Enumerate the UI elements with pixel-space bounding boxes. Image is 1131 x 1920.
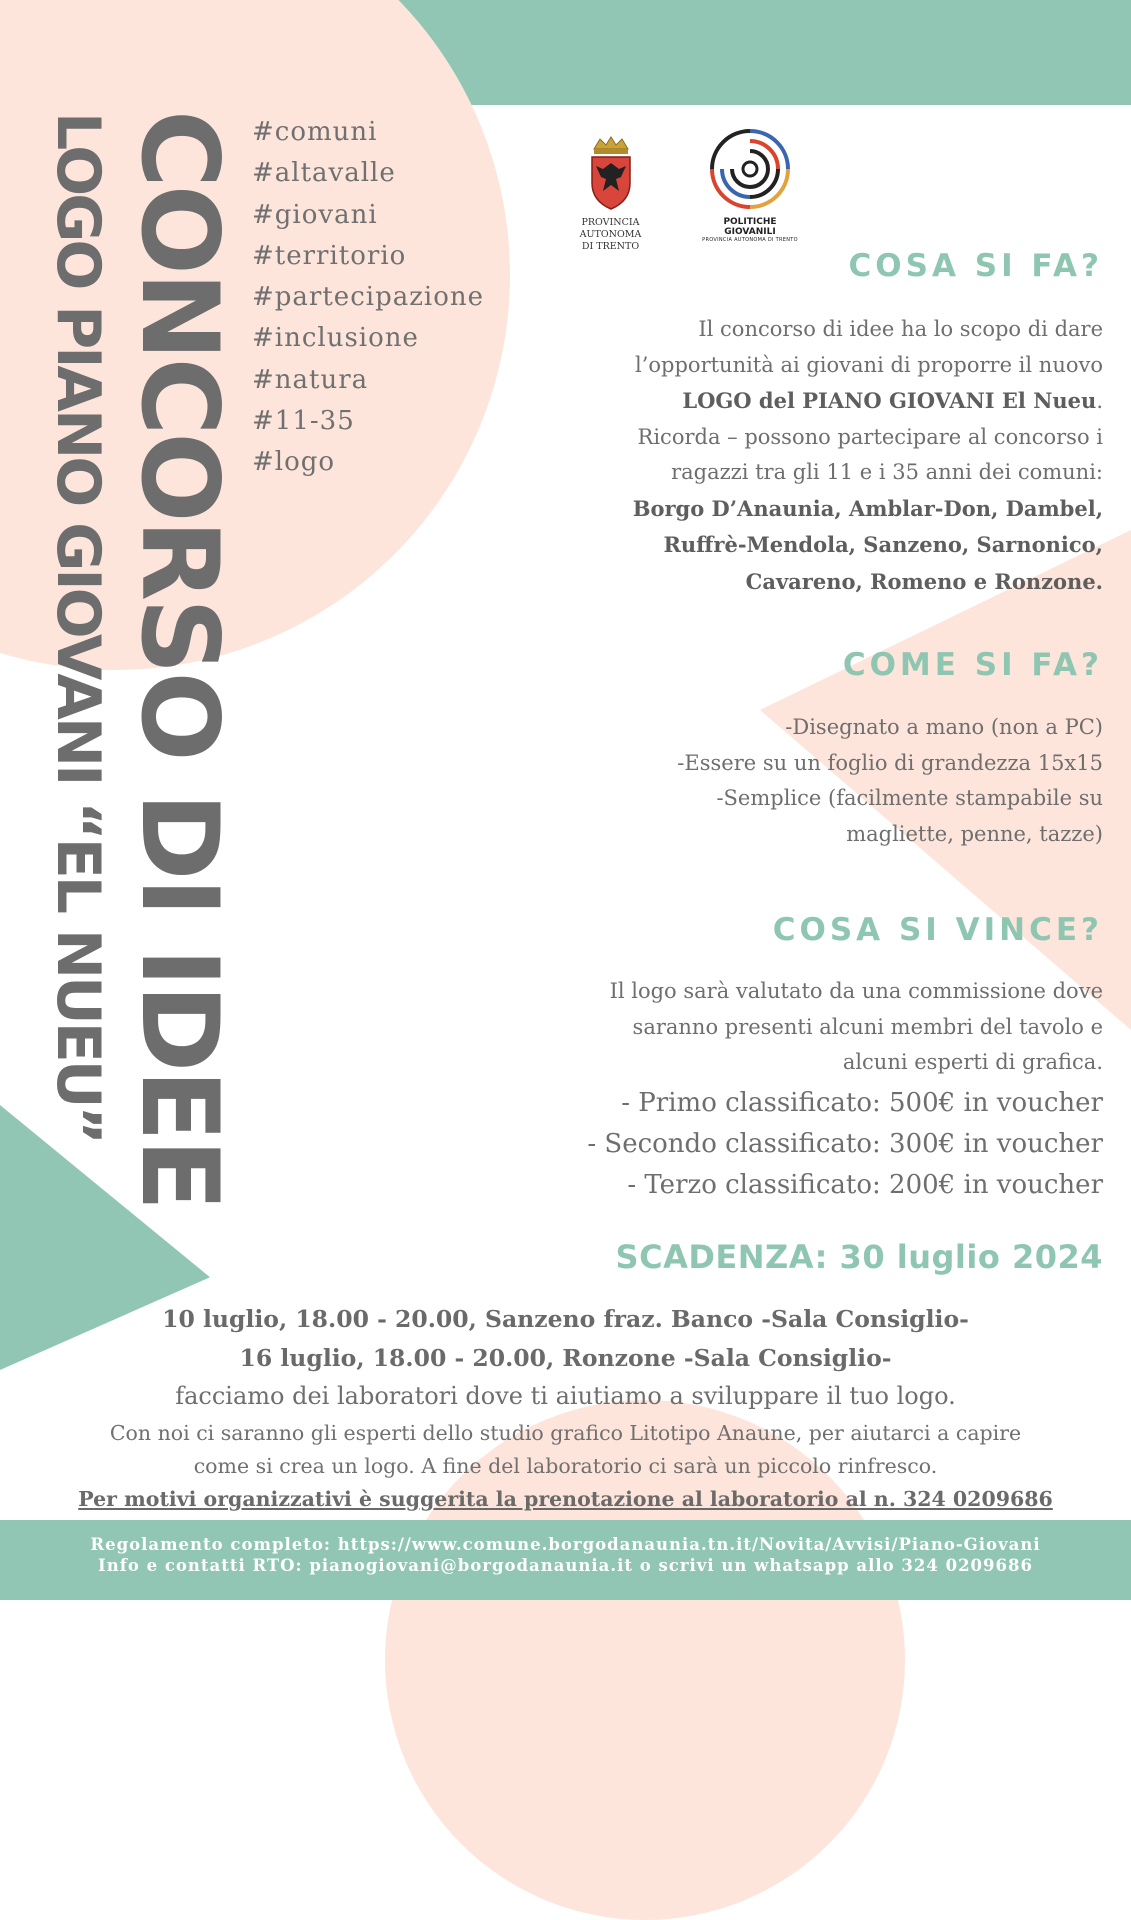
text-line	[633, 527, 1103, 564]
text-line: l’opportunità ai giovani di proporre il nuovo	[635, 352, 1103, 377]
workshop-note-2: come si crea un logo. A fine del laboratorio ci sarà un piccolo rinfresco.	[193, 1454, 938, 1478]
text-line	[633, 564, 1103, 601]
heading-come-si-fa: COME SI FA?	[842, 647, 1103, 683]
text-line: magliette, penne, tazze)	[846, 821, 1103, 846]
hashtag: #logo	[252, 447, 336, 478]
text-line: -Semplice (facilmente stampabile su	[716, 786, 1103, 810]
prize-item: - Terzo classificato: 200€ in voucher	[627, 1170, 1103, 1200]
subtitle: LOGO PIANO GIOVANI “EL NUEU”	[43, 112, 113, 1142]
workshop-date-1: 10 luglio, 18.00 - 20.00, Sanzeno fraz. Banco -Sala Consiglio-	[162, 1305, 969, 1333]
hashtag: #partecipazione	[252, 282, 485, 313]
hashtag: #comuni	[252, 117, 378, 147]
prize-item: - Secondo classificato: 300€ in voucher	[587, 1129, 1103, 1159]
hashtag: #territorio	[252, 240, 407, 271]
politiche-giovanili-logo	[700, 125, 800, 243]
come-si-fa-text	[677, 710, 1103, 852]
provincia-trento-logo	[553, 135, 668, 253]
coat-of-arms-icon	[586, 135, 636, 213]
cosa-si-fa-text	[633, 312, 1103, 600]
text-line: -Essere su un foglio di grandezza 15x15	[677, 750, 1103, 775]
municipalities: Cavareno, Romeno e Ronzone.	[745, 568, 1103, 594]
hashtag: #altavalle	[252, 158, 396, 189]
hashtag-list	[252, 112, 484, 484]
text-line: alcuni esperti di grafica.	[842, 1050, 1103, 1074]
cosa-si-vince-text	[610, 974, 1103, 1081]
main-title: CONCORSO DI IDEE	[118, 110, 241, 1209]
text-line: Il logo sarà valutato da una commissione dove	[609, 979, 1103, 1003]
hashtag: #inclusione	[252, 323, 419, 354]
reservation-note: Per motivi organizzativi è suggerita la prenotazione al laboratorio al n. 324 0209686	[78, 1487, 1053, 1511]
provincia-caption-1: PROVINCIA AUTONOMA	[579, 217, 642, 240]
deadline: SCADENZA: 30 luglio 2024	[615, 1238, 1103, 1276]
logo-name-highlight: LOGO del PIANO GIOVANI El Nueu	[682, 388, 1097, 413]
text-line	[633, 491, 1103, 528]
text-line: ragazzi tra gli 11 e i 35 anni dei comuni:	[671, 460, 1103, 484]
footer-contacts[interactable]: Info e contatti RTO: pianogiovani@borgodanaunia.it o scrivi un whatsapp allo 324 0209686	[98, 1556, 1033, 1575]
hashtag: #giovani	[252, 199, 378, 230]
workshop-intro: facciamo dei laboratori dove ti aiutiamo a sviluppare il tuo logo.	[175, 1382, 956, 1410]
text-line: saranno presenti alcuni membri del tavolo e	[632, 1014, 1103, 1039]
workshop-note-1: Con noi ci saranno gli esperti dello studio grafico Litotipo Anaune, per aiutarci a capire	[109, 1421, 1022, 1445]
peach-bottom-circle-decoration	[385, 1400, 905, 1920]
footer-rules-link[interactable]: Regolamento completo: https://www.comune.borgodanaunia.tn.it/Novita/Avvisi/Piano-Giovani	[90, 1535, 1041, 1554]
text-line: -Disegnato a mano (non a PC)	[785, 715, 1103, 739]
politiche-caption-1: POLITICHE GIOVANILI	[723, 217, 777, 237]
prize-item: - Primo classificato: 500€ in voucher	[621, 1088, 1103, 1118]
text-period: .	[1096, 389, 1103, 413]
spiral-icon	[708, 125, 792, 213]
provincia-caption-2: DI TRENTO	[581, 241, 640, 252]
heading-cosa-si-vince: COSA SI VINCE?	[772, 912, 1103, 948]
heading-cosa-si-fa: COSA SI FA?	[848, 248, 1103, 284]
municipalities: Ruffrè-Mendola, Sanzeno, Sarnonico,	[663, 532, 1103, 557]
municipalities: Borgo D’Anaunia, Amblar-Don, Dambel,	[632, 495, 1103, 521]
text-line	[633, 383, 1103, 420]
politiche-caption-2: PROVINCIA AUTONOMA DI TRENTO	[702, 237, 798, 243]
hashtag: #11-35	[252, 406, 355, 437]
text-line: Ricorda – possono partecipare al concorso i	[637, 424, 1103, 449]
hashtag: #natura	[252, 364, 369, 395]
workshop-date-2: 16 luglio, 18.00 - 20.00, Ronzone -Sala Consiglio-	[239, 1344, 892, 1372]
text-line: Il concorso di idee ha lo scopo di dare	[698, 317, 1103, 341]
prize-list	[587, 1083, 1103, 1206]
